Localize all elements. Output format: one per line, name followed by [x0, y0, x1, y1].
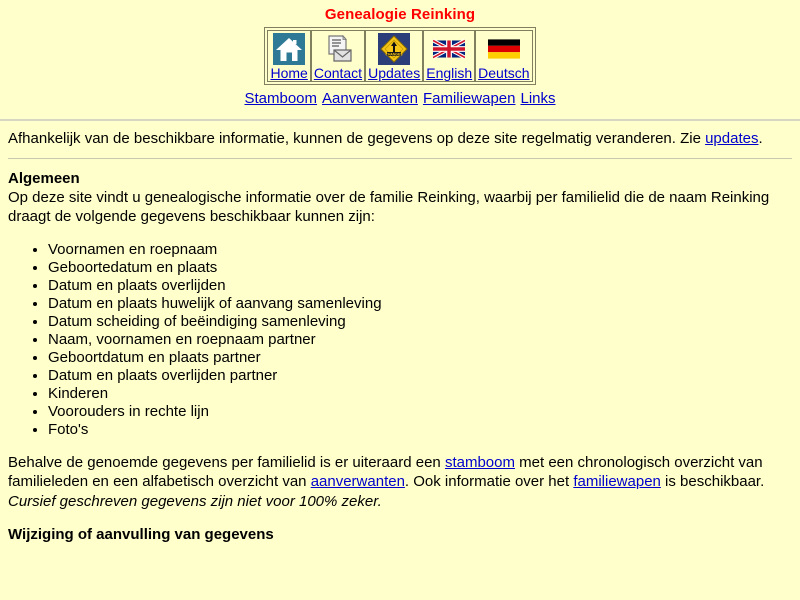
available-data-list [8, 241, 792, 439]
list-item: • Datum en plaats overlijden [48, 277, 792, 295]
italic-note: Cursief geschreven gegevens zijn niet voor 100% zeker. [8, 492, 382, 510]
overview-text-3: . Ook informatie over het [404, 473, 574, 490]
list-item: • Geboortedatum en plaats [48, 259, 792, 277]
list-item: • Datum scheiding of beëindiging samenleving [48, 313, 792, 331]
text-nav [0, 89, 800, 108]
nav-label-home[interactable]: Home [270, 65, 308, 81]
icon-nav-table [264, 27, 535, 85]
nav-button-contact[interactable] [311, 30, 365, 82]
text-nav-aanverwanten[interactable]: Aanverwanten [322, 90, 418, 107]
uk-flag-icon [433, 33, 465, 65]
intro-text-after: . [758, 130, 763, 147]
list-item: • Datum en plaats huwelijk of aanvang samenleving [48, 295, 792, 313]
heading-algemeen: Algemeen [8, 169, 80, 187]
overview-paragraph [8, 453, 792, 492]
overview-text-4: is beschikbaar. [660, 473, 765, 490]
text-nav-familiewapen[interactable]: Familiewapen [422, 90, 516, 107]
icon-nav-row [267, 30, 532, 82]
german-flag-icon [488, 33, 520, 65]
contact-mail-icon [322, 33, 354, 65]
page-header [0, 0, 800, 121]
list-item: • Voornamen en roepnaam [48, 241, 792, 259]
nav-label-english[interactable]: English [426, 65, 473, 81]
nav-label-updates[interactable]: Updates [368, 65, 421, 81]
algemeen-body: Op deze site vindt u genealogische informatie over de familie Reinking, waarbij per familielid die de naam Reinking draagt de volgende gegevens beschikbaar kunnen zijn: [8, 188, 770, 225]
list-item: • Geboortdatum en plaats partner [48, 349, 792, 367]
stamboom-link[interactable]: stamboom [444, 453, 515, 471]
updates-link[interactable]: updates [705, 130, 759, 147]
list-item: • Foto's [48, 421, 792, 439]
text-nav-links[interactable]: Links [520, 90, 556, 107]
main-content [0, 121, 800, 544]
nav-button-english[interactable] [423, 30, 475, 82]
nav-label-contact[interactable]: Contact [313, 65, 363, 81]
home-icon [273, 33, 305, 65]
nav-label-deutsch[interactable]: Deutsch [478, 65, 530, 81]
heading-wijziging: Wijziging of aanvulling van gegevens [8, 526, 274, 543]
overview-text-1: Behalve de genoemde gegevens per familielid is er uiteraard een [8, 453, 445, 471]
updates-changes-sign-icon [378, 33, 410, 65]
list-item: • Voorouders in rechte lijn [48, 403, 792, 421]
svg-text:CHANGES: CHANGES [385, 52, 403, 57]
nav-button-deutsch[interactable] [475, 30, 532, 82]
list-item: • Naam, voornamen en roepnaam partner [48, 331, 792, 349]
intro-paragraph [8, 129, 792, 149]
text-nav-stamboom[interactable]: Stamboom [244, 90, 318, 107]
list-item: • Kinderen [48, 385, 792, 403]
nav-button-updates[interactable] [365, 30, 423, 82]
overview-text-2: met een chronologisch overzicht van familieleden en een alfabetisch overzicht van [8, 453, 763, 490]
nav-button-home[interactable] [267, 30, 310, 82]
section-divider [8, 158, 792, 160]
familiewapen-link[interactable]: familiewapen [573, 473, 661, 490]
intro-text-before: Afhankelijk van de beschikbare informatie, kunnen de gegevens op deze site regelmatig veranderen. Zie [8, 130, 706, 147]
list-item: • Datum en plaats overlijden partner [48, 367, 792, 385]
aanverwanten-link[interactable]: aanverwanten [310, 473, 405, 490]
page-title: Genealogie Reinking [324, 6, 476, 23]
